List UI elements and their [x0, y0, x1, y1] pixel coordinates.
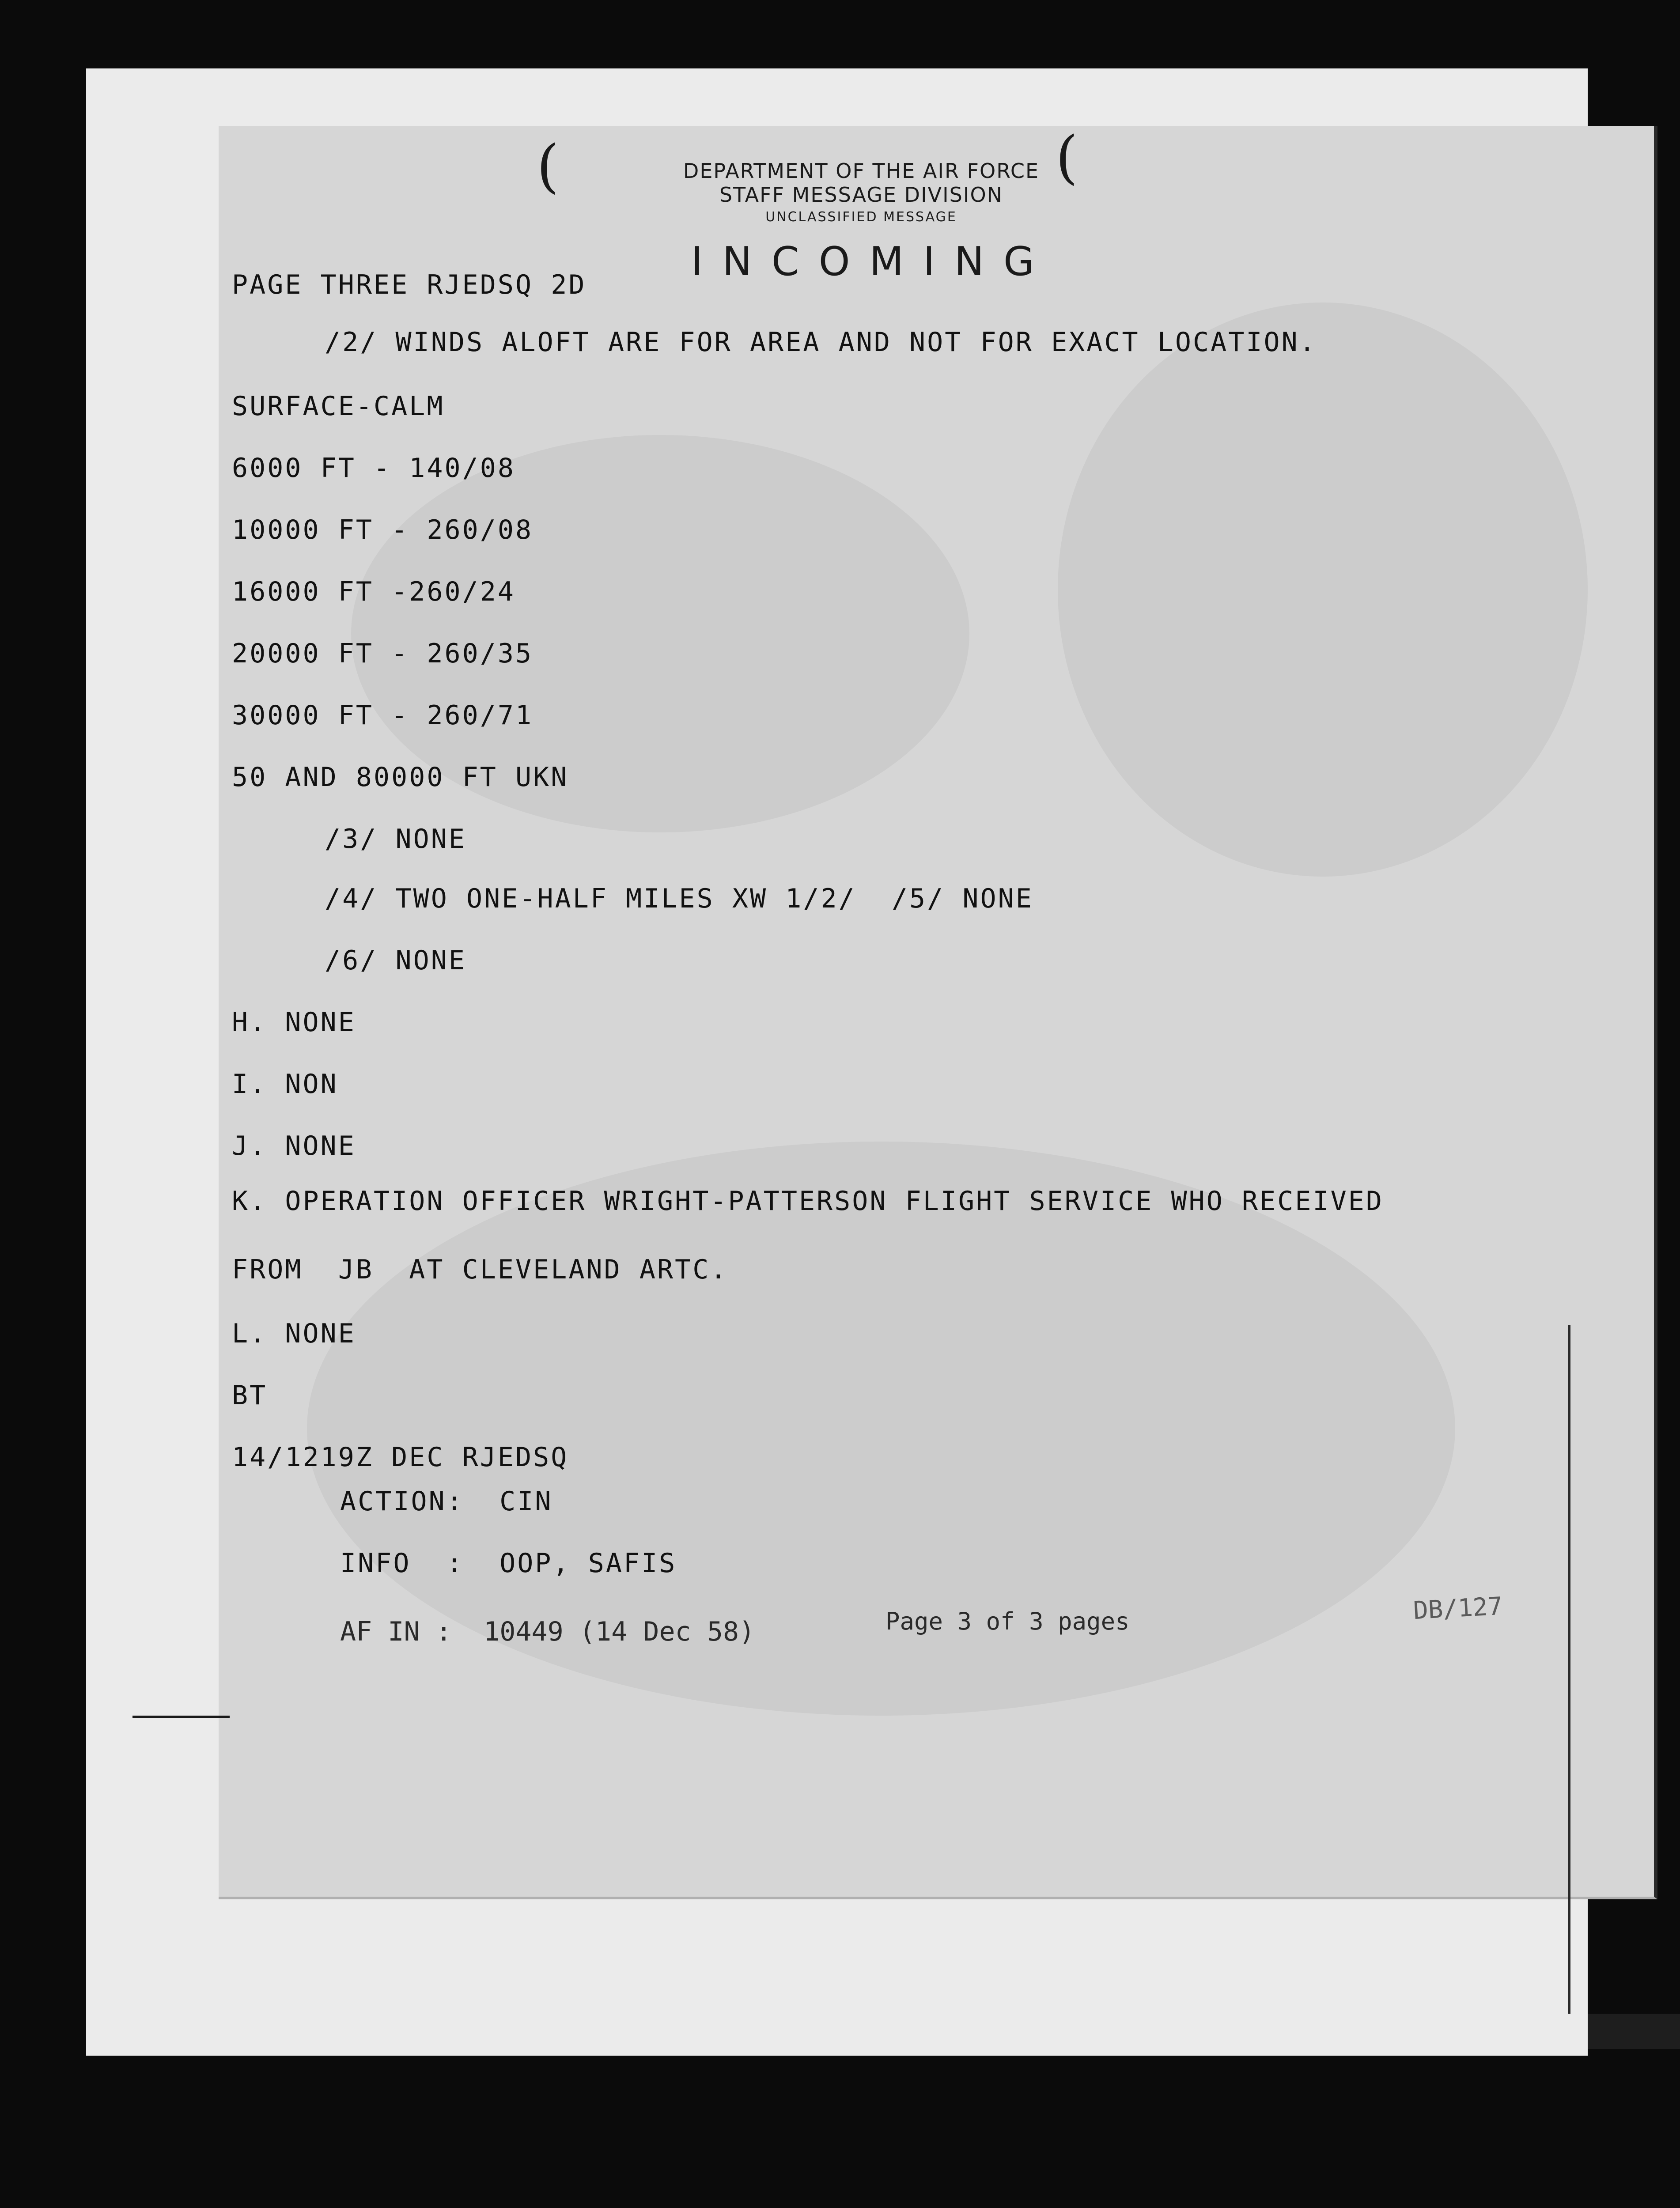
page-count: Page 3 of 3 pages [885, 1607, 1130, 1635]
smudge [1058, 302, 1588, 877]
classification-label: UNCLASSIFIED MESSAGE [765, 209, 957, 225]
form-rule-mark [132, 1716, 230, 1718]
reference-code: DB/127 [1412, 1592, 1503, 1626]
document-sheet [86, 68, 1588, 2056]
af-in-number: AF IN : 10449 (14 Dec 58) [340, 1616, 755, 1647]
surface-wind-line: SURFACE-CALM [232, 391, 445, 422]
date-time-group: 14/1219Z DEC RJEDSQ [232, 1442, 569, 1473]
wind-16000-line: 16000 FT -260/24 [232, 576, 515, 607]
form-bracket-right: ( [1056, 124, 1078, 191]
sheet-edge-line [1568, 1325, 1570, 2014]
item-6-line: /6/ NONE [325, 945, 466, 976]
item-k-line-1: K. OPERATION OFFICER WRIGHT-PATTERSON FLIGHT SERVICE WHO RECEIVED [232, 1186, 1384, 1217]
item-3-line: /3/ NONE [325, 824, 466, 854]
info-routing: INFO : OOP, SAFIS [340, 1548, 677, 1579]
page-header: PAGE THREE RJEDSQ 2D [232, 269, 586, 300]
item-l-line: L. NONE [232, 1318, 356, 1349]
wind-6000-line: 6000 FT - 140/08 [232, 453, 515, 484]
item-i-line: I. NON [232, 1069, 338, 1100]
wind-10000-line: 10000 FT - 260/08 [232, 514, 534, 545]
item-4-5-line: /4/ TWO ONE-HALF MILES XW 1/2/ /5/ NONE [325, 883, 1033, 914]
incoming-label: INCOMING [691, 238, 1054, 285]
division-title: STAFF MESSAGE DIVISION [719, 183, 1003, 207]
wind-50-80000-line: 50 AND 80000 FT UKN [232, 762, 569, 793]
action-routing: ACTION: CIN [340, 1486, 553, 1517]
item-h-line: H. NONE [232, 1007, 356, 1038]
department-title: DEPARTMENT OF THE AIR FORCE [683, 159, 1040, 183]
form-header [651, 159, 1071, 225]
item-2-line: /2/ WINDS ALOFT ARE FOR AREA AND NOT FOR EXACT LOCATION. [325, 327, 1317, 358]
wind-30000-line: 30000 FT - 260/71 [232, 700, 534, 731]
wind-20000-line: 20000 FT - 260/35 [232, 638, 534, 669]
item-k-line-2: FROM JB AT CLEVELAND ARTC. [232, 1254, 728, 1285]
item-j-line: J. NONE [232, 1130, 356, 1161]
break-line: BT [232, 1380, 268, 1411]
form-bracket-left: ( [537, 132, 559, 200]
